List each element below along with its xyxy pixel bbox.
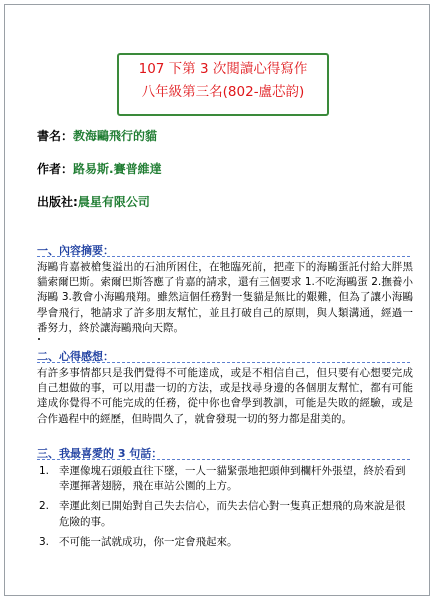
quote-item-3 (37, 535, 413, 550)
bullet-dot (38, 338, 40, 340)
summary-heading: 一、內容摘要： (37, 244, 114, 257)
book-title: 教海鷗飛行的貓 (73, 129, 158, 143)
reflection-rule (37, 362, 410, 363)
quote-num: 2. (39, 500, 50, 513)
quote-text: 幸運此刻已開始對自己失去信心，而失去信心對一隻真正想飛的鳥來說是很危險的事。 (59, 500, 406, 528)
summary-text: 海鷗肯嘉被槍隻溢出的石油所困住，在牠臨死前，把產下的海鷗蛋託付給大胖黑貓索爾巴斯。索爾巴斯答應了肯嘉的請求，還有三個要求 1.不吃海鷗蛋 2.撫養小海鷗 3.教會小海鷗飛翔。雖然這個任務對一隻貓是無比的艱難，但為了讓小海鷗學會飛行，牠請求了許多朋友幫忙，並且打破自己的原則，與人類溝通，經過一番努力，終於讓海鷗飛向天際。 (37, 261, 413, 334)
title-line-1: 107 下第 3 次閱讀心得寫作 (138, 61, 308, 77)
quotes-list (37, 464, 413, 555)
quote-item-2 (37, 499, 413, 529)
book-title-label: 書名： (37, 129, 74, 143)
quote-text: 幸運像塊石頭般直往下墜，一人一貓緊張地把頭伸到欄杆外張望，終於看到幸運揮著翅膀，飛在車站公園的上方。 (59, 465, 406, 493)
quotes-heading: 三、我最喜愛的 3 句話： (37, 447, 163, 460)
summary-rule (37, 256, 410, 257)
book-publisher-row (37, 193, 150, 210)
title-line-2: 八年級第三名(802-盧芯韵) (141, 84, 305, 100)
quote-item-1 (37, 464, 413, 494)
book-author: 路易斯.賽普維達 (73, 162, 162, 176)
quotes-rule (37, 459, 410, 460)
book-author-row (37, 160, 162, 177)
book-author-label: 作者： (37, 162, 74, 176)
quote-text: 不可能一試就成功，你一定會飛起來。 (59, 535, 238, 548)
book-title-row (37, 127, 157, 144)
book-publisher-label: 出版社: (37, 195, 78, 209)
quote-num: 1. (39, 465, 50, 477)
title-box (117, 53, 329, 116)
reflection-heading: 二、心得感想： (37, 350, 114, 363)
book-publisher: 晨星有限公司 (77, 195, 150, 209)
reflection-text: 有許多事情都只是我們覺得不可能達成，或是不相信自己，但只要有心想要完成自己想做的事，可以用盡一切的方法，或是找尋身邊的各個朋友幫忙，都有可能達成你覺得不可能完成的任務，從中你也會學到教訓，可能是失敗的經驗，或是合作過程中的經歷，但時間久了，就會發現一切的努力都是甜美的。 (37, 367, 413, 425)
quote-num: 3. (39, 535, 50, 548)
